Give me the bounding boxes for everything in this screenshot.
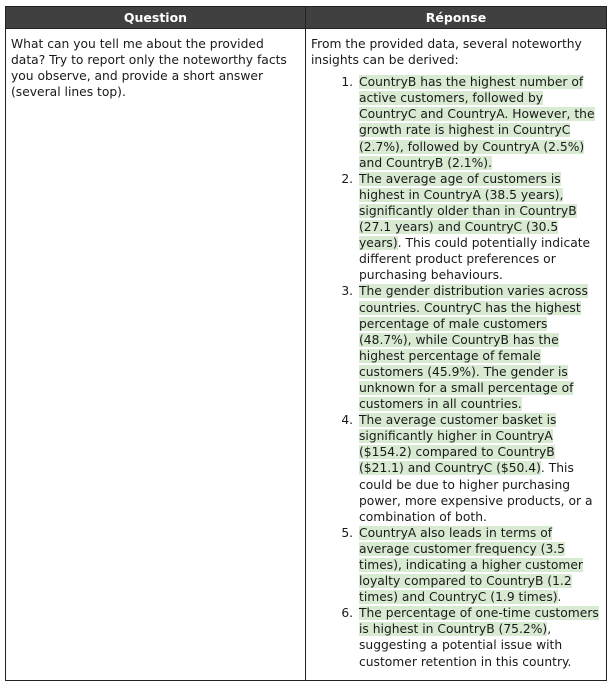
answer-intro: From the provided data, several noteworthy insights can be derived: — [311, 37, 582, 68]
question-cell — [6, 29, 306, 681]
insight-rest: . This could be due to higher purchasing power, more expensive products, or a combination of both. — [359, 461, 593, 524]
insight-rest: . This could potentially indicate different product preferences or purchasing behaviours. — [359, 236, 591, 283]
content-row — [6, 29, 607, 681]
question-header: Question — [6, 7, 306, 29]
insights-list — [311, 74, 601, 669]
insight-highlight: The gender distribution varies across countries. CountryC has the highest percentage of male customers (48.7%), while CountryB has the highest percentage of female customers (45.9%). The gender is unknown for a small percentage of customers in all countries. — [359, 284, 588, 412]
insight-rest: , suggesting a potential issue with customer retention in this country. — [359, 622, 572, 669]
insight-highlight: The average age of customers is highest in CountryA (38.5 years), significantly older than in CountryB (27.1 years) and CountryC (30.5 years) — [359, 171, 577, 251]
insight-item — [357, 283, 601, 412]
insight-item — [357, 412, 601, 525]
question-text: What can you tell me about the provided data? Try to report only the noteworthy facts you observe, and provide a short answer (several lines top). — [11, 37, 287, 100]
insight-item — [357, 525, 601, 605]
insight-item — [357, 171, 601, 284]
answer-cell — [306, 29, 607, 681]
insight-item — [357, 74, 601, 171]
insight-highlight: CountryA also leads in terms of average customer frequency (3.5 times), indicating a higher customer loyalty compared to CountryB (1.2 times) and CountryC (1.9 times) — [359, 525, 583, 605]
insight-item — [357, 605, 601, 669]
insight-rest: . — [557, 590, 562, 605]
insight-highlight: CountryB has the highest number of active customers, followed by CountryC and CountryA. However, the growth rate is highest in CountryC (2.7%), followed by CountryA (2.5%) and CountryB (2.1%). — [359, 75, 595, 170]
header-row — [6, 7, 607, 29]
insight-highlight: The average customer basket is significantly higher in CountryA ($154.2) compared to CountryB ($21.1) and CountryC ($50.4) — [359, 413, 557, 476]
qa-table — [5, 6, 607, 681]
insight-highlight: The percentage of one-time customers is highest in CountryB (75.2%) — [359, 606, 599, 637]
answer-header: Réponse — [306, 7, 607, 29]
